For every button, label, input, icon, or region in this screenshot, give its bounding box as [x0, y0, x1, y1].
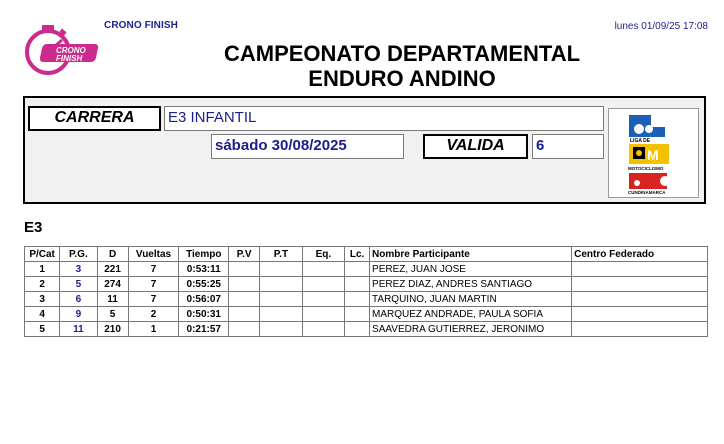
col-nombre: Nombre Participante — [370, 247, 572, 262]
cell-vueltas: 7 — [128, 292, 179, 307]
race-date: sábado 30/08/2025 — [211, 134, 404, 159]
cell-eq — [302, 292, 344, 307]
col-centro: Centro Federado — [572, 247, 708, 262]
cell-lc — [345, 322, 370, 337]
cell-lc — [345, 262, 370, 277]
col-tiempo: Tiempo — [179, 247, 229, 262]
cell-tiempo: 0:21:57 — [179, 322, 229, 337]
cell-pt — [260, 307, 302, 322]
svg-text:FINISH: FINISH — [56, 54, 83, 63]
cell-pt — [260, 292, 302, 307]
cell-lc — [345, 277, 370, 292]
cell-tiempo: 0:50:31 — [179, 307, 229, 322]
cell-pg: 9 — [60, 307, 97, 322]
liga-motociclismo-logo — [608, 108, 699, 198]
results-table — [24, 246, 708, 337]
cell-vueltas: 7 — [128, 262, 179, 277]
svg-text:MOTOCICLISMO: MOTOCICLISMO — [628, 166, 664, 171]
cell-d: 210 — [97, 322, 128, 337]
cell-pv — [229, 292, 260, 307]
col-pt: P.T — [260, 247, 302, 262]
cell-centro — [572, 262, 708, 277]
page-subtitle: ENDURO ANDINO — [308, 66, 496, 91]
carrera-value: E3 INFANTIL — [164, 106, 604, 131]
cell-pcat: 2 — [25, 277, 60, 292]
cell-eq — [302, 307, 344, 322]
cell-pv — [229, 277, 260, 292]
cell-pg: 3 — [60, 262, 97, 277]
carrera-label: CARRERA — [28, 106, 161, 131]
cell-eq — [302, 262, 344, 277]
svg-text:LIGA DE: LIGA DE — [630, 138, 651, 144]
cell-vueltas: 2 — [128, 307, 179, 322]
cell-tiempo: 0:53:11 — [179, 262, 229, 277]
cell-pt — [260, 277, 302, 292]
cell-centro — [572, 277, 708, 292]
table-row — [25, 322, 708, 337]
cell-tiempo: 0:56:07 — [179, 292, 229, 307]
col-pv: P.V — [229, 247, 260, 262]
cell-d: 5 — [97, 307, 128, 322]
cell-d: 221 — [97, 262, 128, 277]
cell-eq — [302, 322, 344, 337]
table-row — [25, 292, 708, 307]
cell-pcat: 3 — [25, 292, 60, 307]
cell-nombre: PEREZ DIAZ, ANDRES SANTIAGO — [370, 277, 572, 292]
table-header-row — [25, 247, 708, 262]
svg-text:CRONO: CRONO — [56, 46, 86, 55]
col-d: D — [97, 247, 128, 262]
cell-tiempo: 0:55:25 — [179, 277, 229, 292]
cell-nombre: TARQUINO, JUAN MARTIN — [370, 292, 572, 307]
cell-vueltas: 1 — [128, 322, 179, 337]
cell-pv — [229, 307, 260, 322]
table-row — [25, 262, 708, 277]
cell-centro — [572, 292, 708, 307]
cell-pt — [260, 262, 302, 277]
cell-lc — [345, 307, 370, 322]
brand-name: CRONO FINISH — [104, 20, 178, 31]
cell-d: 274 — [97, 277, 128, 292]
svg-text:M: M — [647, 147, 659, 163]
col-vueltas: Vueltas — [128, 247, 179, 262]
cell-pcat: 5 — [25, 322, 60, 337]
cell-pv — [229, 322, 260, 337]
cell-pg: 5 — [60, 277, 97, 292]
page-title: CAMPEONATO DEPARTAMENTAL — [223, 41, 581, 66]
table-row — [25, 277, 708, 292]
valida-value: 6 — [532, 134, 604, 159]
cell-nombre: SAAVEDRA GUTIERREZ, JERONIMO — [370, 322, 572, 337]
valida-label: VALIDA — [423, 134, 528, 159]
race-info-panel — [23, 96, 706, 204]
col-eq: Eq. — [302, 247, 344, 262]
category-title: E3 — [24, 219, 43, 236]
cell-nombre: MARQUEZ ANDRADE, PAULA SOFIA — [370, 307, 572, 322]
cell-pg: 6 — [60, 292, 97, 307]
col-lc: Lc. — [345, 247, 370, 262]
cell-d: 11 — [97, 292, 128, 307]
cell-eq — [302, 277, 344, 292]
cell-pv — [229, 262, 260, 277]
cell-centro — [572, 307, 708, 322]
svg-text:CUNDINAMARCA: CUNDINAMARCA — [628, 190, 666, 195]
cell-vueltas: 7 — [128, 277, 179, 292]
table-row — [25, 307, 708, 322]
col-pcat: P/Cat — [25, 247, 60, 262]
cell-centro — [572, 322, 708, 337]
cell-lc — [345, 292, 370, 307]
cell-nombre: PEREZ, JUAN JOSE — [370, 262, 572, 277]
col-pg: P.G. — [60, 247, 97, 262]
cell-pt — [260, 322, 302, 337]
cell-pg: 11 — [60, 322, 97, 337]
print-datetime: lunes 01/09/25 17:08 — [614, 21, 708, 32]
cell-pcat: 4 — [25, 307, 60, 322]
cell-pcat: 1 — [25, 262, 60, 277]
